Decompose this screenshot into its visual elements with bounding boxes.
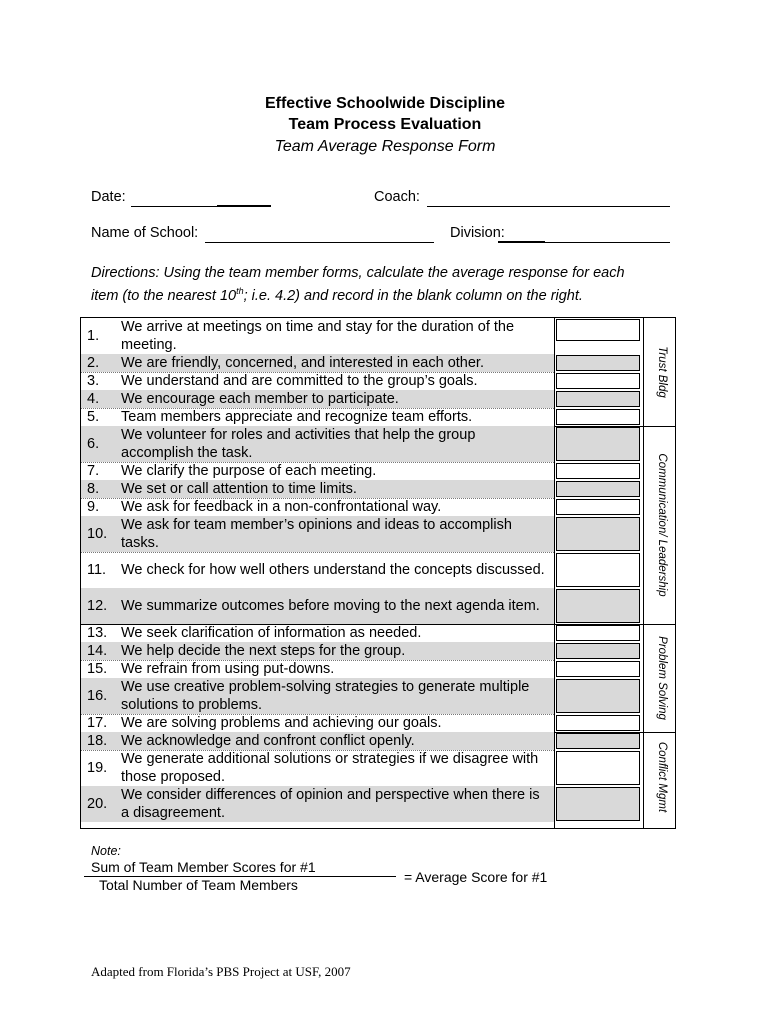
item-number: 12. (87, 598, 108, 614)
item-text: We summarize outcomes before moving to the next agenda item. (121, 598, 540, 614)
table-row (81, 354, 554, 372)
item-number: 8. (87, 481, 100, 497)
table-row (81, 786, 554, 822)
average-response-cell[interactable] (556, 715, 640, 731)
average-response-cell[interactable] (556, 517, 640, 551)
item-number: 1. (87, 328, 100, 344)
directions-line2-after: ; i.e. 4.2) and record in the blank column on the right. (243, 287, 583, 304)
item-text: We understand and are committed to the group’s goals. (121, 373, 478, 389)
item-number: 16. (87, 688, 108, 704)
item-text: We volunteer for roles and activities that help the group accomplish the task. (121, 427, 476, 461)
average-response-cell[interactable] (556, 679, 640, 713)
item-number: 3. (87, 373, 100, 389)
item-number: 5. (87, 409, 100, 425)
item-text: We seek clarification of information as needed. (121, 625, 422, 641)
average-response-cell[interactable] (556, 463, 640, 479)
item-number: 2. (87, 355, 100, 371)
item-text: We refrain from using put-downs. (121, 661, 335, 677)
formula-result: = Average Score for #1 (404, 869, 548, 885)
item-text: We consider differences of opinion and perspective when there is a disagreement. (121, 787, 540, 821)
item-text: We set or call attention to time limits. (121, 481, 357, 497)
item-number: 14. (87, 643, 108, 659)
school-label: Name of School: (91, 225, 199, 241)
item-number: 9. (87, 499, 100, 515)
item-text: We generate additional solutions or strategies if we disagree with those proposed. (121, 751, 539, 785)
table-row (81, 588, 554, 624)
item-text: We help decide the next steps for the group. (121, 643, 406, 659)
table-row (81, 372, 554, 390)
table-row (81, 318, 554, 354)
column-divider-items (554, 317, 555, 829)
table-row (81, 408, 554, 426)
average-response-cell[interactable] (556, 427, 640, 461)
school-field-line[interactable] (205, 242, 434, 243)
note-label: Note: (91, 844, 121, 858)
item-number: 11. (87, 562, 107, 578)
average-response-cell[interactable] (556, 787, 640, 821)
item-number: 13. (87, 625, 108, 641)
formula-denominator: Total Number of Team Members (99, 877, 298, 893)
date-field-line-bold[interactable] (217, 205, 271, 207)
table-row (81, 732, 554, 750)
directions-line2 (91, 282, 691, 305)
item-text: We acknowledge and confront conflict openly. (121, 733, 415, 749)
item-text: We ask for team member’s opinions and ideas to accomplish tasks. (121, 517, 512, 551)
coach-field-line[interactable] (427, 206, 670, 207)
item-number: 20. (87, 796, 108, 812)
table-row (81, 516, 554, 552)
average-response-cell[interactable] (556, 409, 640, 425)
table-row (81, 480, 554, 498)
average-response-cell[interactable] (556, 751, 640, 785)
item-text: We are friendly, concerned, and interested in each other. (121, 355, 484, 371)
item-number: 4. (87, 391, 100, 407)
table-row (81, 678, 554, 714)
section-label-text: Conflict Mgmt (656, 741, 668, 813)
division-field-line[interactable] (545, 242, 670, 243)
table-row (81, 498, 554, 516)
table-row (81, 642, 554, 660)
average-response-cell[interactable] (556, 391, 640, 407)
item-text: We encourage each member to participate. (121, 391, 399, 407)
item-number: 17. (87, 715, 108, 731)
date-field-line[interactable] (131, 206, 217, 207)
directions-superscript: th (236, 286, 244, 296)
item-text: Team members appreciate and recognize team efforts. (121, 409, 473, 425)
item-text: We are solving problems and achieving our goals. (121, 715, 442, 731)
item-number: 6. (87, 436, 100, 452)
average-response-cell[interactable] (556, 589, 640, 623)
average-response-cell[interactable] (556, 733, 640, 749)
average-response-cell[interactable] (556, 625, 640, 641)
division-field-line-bold[interactable] (498, 241, 545, 243)
item-text: We ask for feedback in a non-confrontational way. (121, 499, 442, 515)
item-number: 10. (87, 526, 108, 542)
item-number: 19. (87, 760, 108, 776)
directions-line2-before: item (to the nearest 10 (91, 287, 237, 304)
form-subtitle: Team Average Response Form (274, 138, 496, 155)
item-number: 18. (87, 733, 108, 749)
item-text: We check for how well others understand the concepts discussed. (121, 562, 545, 578)
average-response-cell[interactable] (556, 319, 640, 341)
table-row (81, 426, 554, 462)
average-response-cell[interactable] (556, 373, 640, 389)
average-response-cell[interactable] (556, 661, 640, 677)
table-row (81, 390, 554, 408)
item-text: We arrive at meetings on time and stay for the duration of the meeting. (121, 319, 515, 353)
column-divider-sections (643, 317, 644, 829)
directions (91, 264, 691, 305)
item-number: 15. (87, 661, 108, 677)
average-response-cell[interactable] (556, 499, 640, 515)
table-row (81, 750, 554, 786)
evaluation-table (80, 317, 676, 829)
table-row (81, 462, 554, 480)
form-title-line1: Effective Schoolwide Discipline (264, 95, 506, 112)
form-title-line2: Team Process Evaluation (288, 116, 482, 133)
average-response-cell[interactable] (556, 481, 640, 497)
formula-numerator: Sum of Team Member Scores for #1 (91, 859, 316, 875)
item-text: We clarify the purpose of each meeting. (121, 463, 377, 479)
table-row (81, 552, 554, 588)
average-response-cell[interactable] (556, 355, 640, 371)
date-label: Date: (91, 189, 126, 205)
section-label-text: Communication/ Leadership (656, 453, 668, 597)
table-row (81, 660, 554, 678)
average-response-cell[interactable] (556, 553, 640, 587)
table-row (81, 624, 554, 642)
average-response-cell[interactable] (556, 643, 640, 659)
item-text: We use creative problem-solving strategies to generate multiple solutions to problems. (121, 679, 530, 713)
item-number: 7. (87, 463, 100, 479)
section-label-text: Problem Solving (656, 636, 668, 720)
footer-credit: Adapted from Florida’s PBS Project at USF, 2007 (91, 964, 351, 979)
division-label: Division: (450, 225, 505, 241)
coach-label: Coach: (374, 189, 420, 205)
section-label-text: Trust Bldg (656, 346, 668, 398)
directions-line1: Directions: Using the team member forms, calculate the average response for each (91, 265, 625, 281)
table-row (81, 714, 554, 732)
